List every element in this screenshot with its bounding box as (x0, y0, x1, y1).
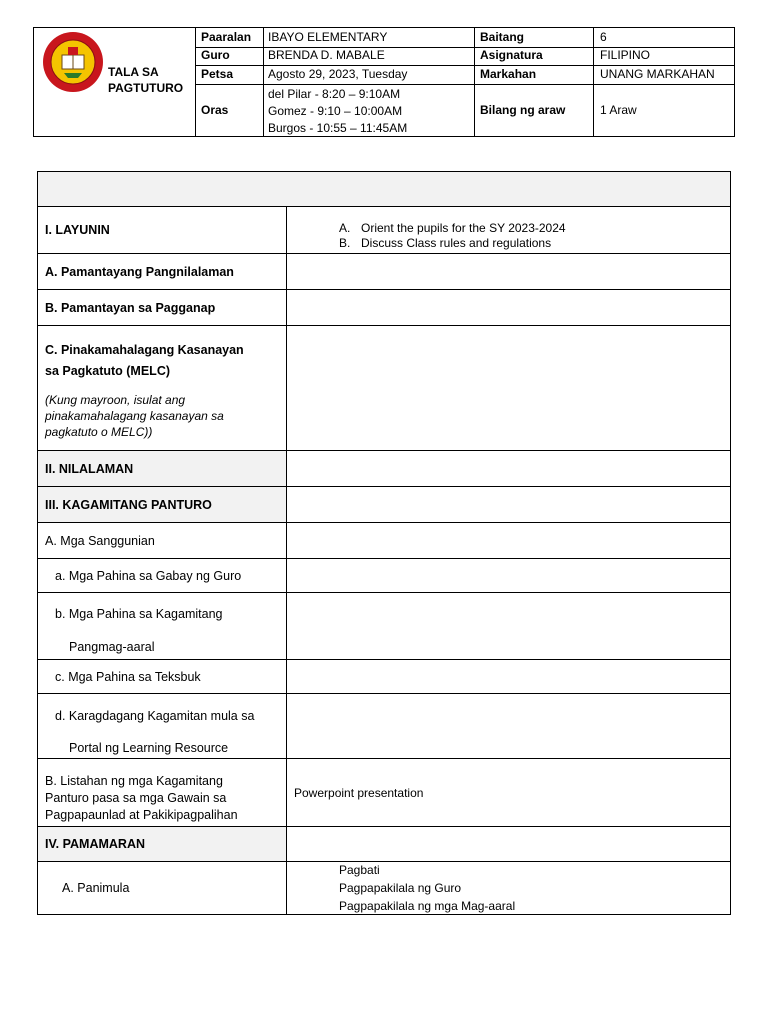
row-karagdagang (38, 694, 730, 759)
row-listahan (38, 759, 730, 827)
listahan-label (38, 759, 286, 826)
layunin-item: B. Discuss Class rules and regulations (339, 236, 552, 250)
school-logo (42, 31, 104, 93)
teacher-label: Guro (201, 48, 230, 62)
panimula-label: A. Panimula (62, 881, 130, 895)
grade-label: Baitang (480, 30, 525, 44)
listahan-value: Powerpoint presentation (286, 759, 730, 826)
row-kagamitang-pangmag-aaral (38, 593, 730, 660)
pamantayan-pagganap-label: B. Pamantayan sa Pagganap (45, 300, 216, 315)
karagdagang-line2: Portal ng Learning Resource (69, 741, 229, 755)
kagamitang-panturo-label: III. KAGAMITANG PANTURO (38, 487, 286, 522)
nilalaman-label: II. NILALAMAN (38, 451, 286, 486)
listahan-line1: B. Listahan ng mga Kagamitang (45, 774, 223, 788)
melc-note: (Kung mayroon, isulat ang pinakamahalagang kasanayan sa pagkatuto o MELC)) (45, 393, 224, 439)
gabay-guro-label: a. Mga Pahina sa Gabay ng Guro (55, 568, 242, 583)
time-label: Oras (201, 103, 229, 117)
header-table (33, 27, 735, 137)
listahan-line3: Pagpapaunlad at Pakikipagpalihan (45, 808, 238, 822)
subject-value: FILIPINO (600, 48, 651, 62)
date-value: Agosto 29, 2023, Tuesday (268, 67, 408, 81)
panimula-item: Pagbati (339, 863, 380, 877)
pamamaraan-label: IV. PAMAMARAN (38, 827, 286, 861)
pamantayang-pangnilalaman-label: A. Pamantayang Pangnilalaman (45, 264, 234, 279)
lesson-plan-table (37, 171, 731, 915)
row-nilalaman (38, 451, 730, 487)
quarter-value: UNANG MARKAHAN (600, 67, 715, 81)
days-value: 1 Araw (600, 103, 637, 117)
row-kagamitang-panturo (38, 487, 730, 523)
days-label: Bilang ng araw (480, 103, 566, 117)
row-melc (38, 326, 730, 451)
school-label: Paaralan (201, 30, 252, 44)
panimula-item: Pagpapakilala ng Guro (339, 881, 462, 895)
row-pamantayan-pagganap (38, 290, 730, 326)
time-line: Gomez - 9:10 – 10:00AM (268, 104, 403, 118)
row-gabay-guro (38, 559, 730, 593)
row-teksbuk (38, 660, 730, 694)
row-layunin (38, 207, 730, 254)
layunin-label: I. LAYUNIN (45, 223, 110, 237)
melc-label (38, 326, 286, 450)
panimula-content (286, 862, 730, 914)
melc-label-line1: C. Pinakamahalagang Kasanayan (45, 343, 244, 357)
date-label: Petsa (201, 67, 234, 81)
layunin-content (286, 207, 730, 253)
teksbuk-label: c. Mga Pahina sa Teksbuk (55, 669, 201, 684)
time-line: del Pilar - 8:20 – 9:10AM (268, 87, 401, 101)
panimula-item: Pagpapakilala ng mga Mag-aaral (339, 899, 516, 913)
row-pamantayang-pangnilalaman (38, 254, 730, 290)
time-line: Burgos - 10:55 – 11:45AM (268, 121, 408, 135)
doc-title-line1: TALA SA (108, 65, 159, 79)
row-panimula (38, 862, 730, 914)
school-value: IBAYO ELEMENTARY (268, 30, 388, 44)
sanggunian-label: A. Mga Sanggunian (45, 533, 155, 548)
kagamitang-pangmag-aaral-label (38, 593, 286, 659)
doc-title-line2: PAGTUTURO (108, 81, 184, 95)
listahan-line2: Panturo pasa sa mga Gawain sa (45, 791, 227, 805)
kagamitang-line2: Pangmag-aaral (69, 640, 155, 654)
quarter-label: Markahan (480, 67, 537, 81)
melc-label-line2: sa Pagkatuto (MELC) (45, 364, 171, 378)
row-sanggunian (38, 523, 730, 559)
kagamitang-line1: b. Mga Pahina sa Kagamitang (55, 607, 223, 621)
karagdagang-line1: d. Karagdagang Kagamitan mula sa (55, 709, 255, 723)
teacher-value: BRENDA D. MABALE (268, 48, 385, 62)
grade-value: 6 (600, 30, 607, 44)
table-header-bar (38, 172, 730, 207)
subject-label: Asignatura (480, 48, 543, 62)
layunin-item: A. Orient the pupils for the SY 2023-2024 (339, 221, 566, 235)
doc-title (108, 64, 183, 96)
time-values (268, 86, 407, 137)
karagdagang-label (38, 694, 286, 758)
row-pamamaraan (38, 827, 730, 862)
